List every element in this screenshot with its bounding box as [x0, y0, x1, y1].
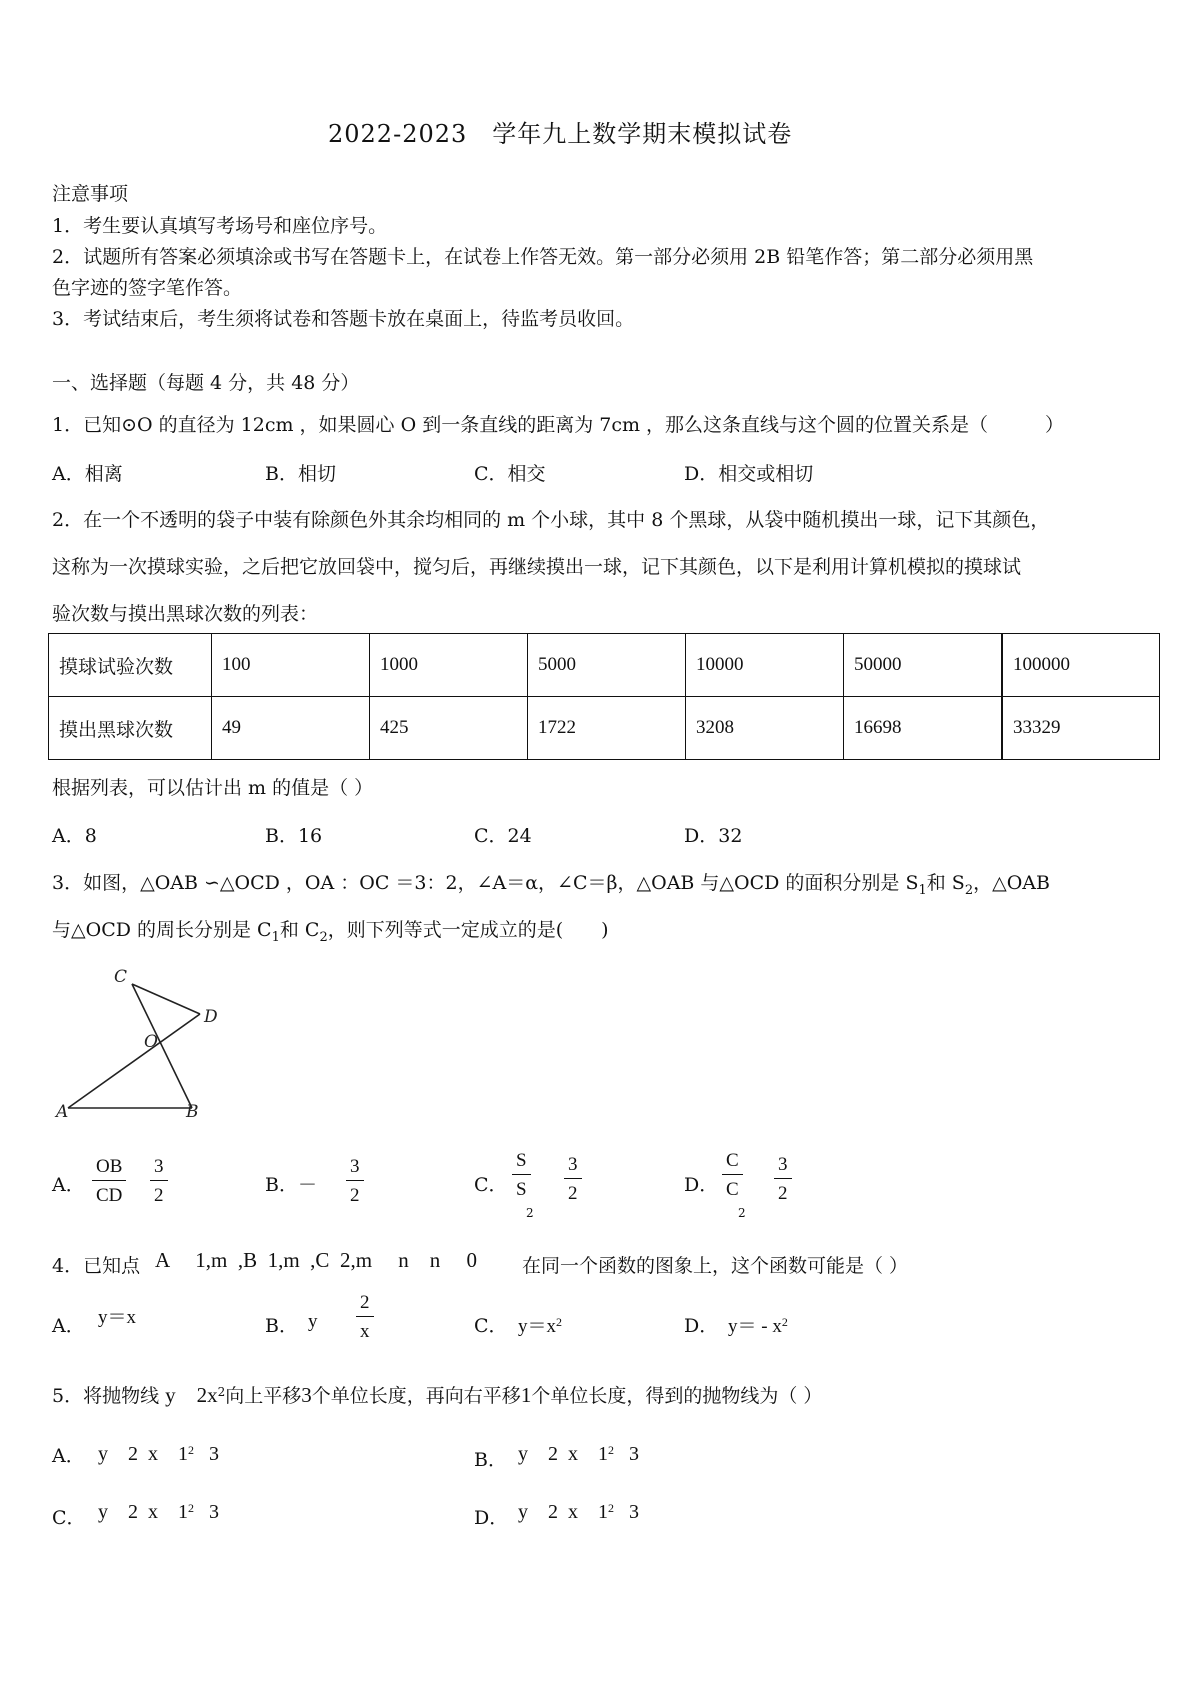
- subscript: 1: [271, 929, 280, 945]
- q3-text: 和 S: [926, 872, 965, 894]
- q3-stem-line1: [52, 871, 1050, 903]
- math-text: y 2 x 1: [518, 1443, 608, 1465]
- denominator: 2: [568, 1183, 578, 1204]
- numerator: 3: [150, 1156, 168, 1181]
- q4-stem-prefix: 4．已知点: [52, 1255, 141, 1277]
- denominator: 2: [350, 1185, 360, 1206]
- subscript: 2: [319, 929, 328, 945]
- q4-stem-suffix: 在同一个函数的图象上，这个函数可能是（ ）: [522, 1255, 909, 1277]
- q5-text: 向上平移: [225, 1385, 302, 1407]
- math-text: 3: [629, 1443, 639, 1465]
- label-c: C: [114, 967, 128, 987]
- q3-option-a-label: A．: [52, 1174, 85, 1196]
- q5-text: 5．将抛物线: [52, 1385, 160, 1407]
- q4-option-d-label: D．: [684, 1315, 719, 1337]
- q4-option-d-math: [728, 1310, 788, 1339]
- q1-option-d: D．相交或相切: [684, 463, 814, 485]
- q5-option-c-math: [98, 1496, 219, 1524]
- denominator: 2: [154, 1185, 164, 1206]
- q3-option-c-ratio: [564, 1154, 582, 1205]
- table-cell: 49: [212, 697, 370, 760]
- q2-stem-line2: 这称为一次摸球实验，之后把它放回袋中，搅匀后，再继续摸出一球，记下其颜色，以下是利用计算机模拟的摸球试: [52, 556, 1022, 578]
- q3-option-a-ratio: [150, 1156, 168, 1207]
- q4-option-c-label: C．: [474, 1315, 508, 1337]
- math-text: y＝ - x: [728, 1316, 782, 1337]
- subscript: 2: [738, 1206, 746, 1220]
- math-text: 3: [629, 1501, 639, 1523]
- q5-text: 个单位长度，再向右平移: [311, 1385, 521, 1407]
- subscript: 2: [526, 1206, 534, 1220]
- table-row: [49, 697, 1160, 760]
- table-cell: 10000: [686, 634, 844, 697]
- q4-option-c-math: [518, 1310, 562, 1339]
- denominator: S: [516, 1179, 527, 1200]
- superscript: 2: [556, 1315, 563, 1329]
- q1-stem: 1．已知⊙O 的直径为 12cm ，如果圆心 O 到一条直线的距离为 7cm ，那么这条直线与这个圆的位置关系是（ ）: [52, 414, 1065, 436]
- q2-question: 根据列表，可以估计出 m 的值是（ ）: [52, 777, 374, 799]
- table-cell: 425: [370, 697, 528, 760]
- table-cell: 100000: [1002, 634, 1160, 697]
- numerator: 3: [564, 1154, 582, 1179]
- q3-text: 与△OCD 的周长分别是 C: [52, 919, 272, 941]
- math-text: y 2 x 1: [518, 1501, 608, 1523]
- superscript: 2: [188, 1501, 194, 1515]
- q5-option-b-math: [518, 1438, 639, 1466]
- segment-cd: [132, 984, 200, 1014]
- q5-stem: [52, 1380, 822, 1408]
- q3-text: 3．如图，△OAB ∽△OCD ，OA ：OC ＝3：2，∠A＝α，∠C＝β，△OAB 与△OCD 的面积分别是 S: [52, 872, 919, 894]
- label-b: B: [186, 1102, 199, 1120]
- q3-text: ，△OAB: [973, 872, 1050, 894]
- numerator: C: [722, 1150, 743, 1175]
- q2-option-a: A．8: [52, 825, 97, 847]
- q4-stem-math: A 1,m ,B 1,m ,C 2,m n n 0: [155, 1248, 478, 1272]
- table-cell: 3208: [686, 697, 844, 760]
- q2-stem-line1: 2．在一个不透明的袋子中装有除颜色外其余均相同的 m 个小球，其中 8 个黑球，从袋中随机摸出一球，记下其颜色，: [52, 509, 1050, 531]
- q4-option-b-fraction: [356, 1292, 374, 1343]
- math-text: y＝x: [518, 1316, 557, 1337]
- q3-option-b-ratio: [346, 1156, 364, 1207]
- superscript: 2: [781, 1315, 788, 1329]
- q3-option-c-fraction: [512, 1150, 531, 1201]
- q5-option-a-label: A．: [52, 1445, 85, 1467]
- notice-item-2: 2．试题所有答案必须填涂或书写在答题卡上，在试卷上作答无效。第一部分必须用 2B 铅笔作答；第二部分必须用黑: [52, 246, 1034, 268]
- notice-item-1: 1．考生要认真填写考场号和座位序号。: [52, 215, 388, 237]
- q4-option-b-label: B．: [265, 1315, 298, 1337]
- numerator: OB: [92, 1156, 126, 1181]
- q4-option-a-math: y＝x: [98, 1307, 137, 1328]
- subscript: 1: [918, 882, 927, 898]
- q3-option-c-label: C．: [474, 1174, 508, 1196]
- q2-option-c: C．24: [474, 825, 532, 847]
- math-text: 3: [209, 1501, 219, 1523]
- q4-option-b-y: y: [308, 1311, 318, 1332]
- page-title: 2022-2023 学年九上数学期末模拟试卷: [328, 120, 793, 148]
- q2-data-table: [48, 633, 1160, 760]
- denominator: 2: [778, 1183, 788, 1204]
- numerator: S: [512, 1150, 531, 1175]
- q3-option-d-ratio: [774, 1154, 792, 1205]
- q3-option-d-fraction: [722, 1150, 743, 1201]
- q2-stem-line3: 验次数与摸出黑球次数的列表：: [52, 603, 319, 625]
- numerator: 2: [356, 1292, 374, 1317]
- math-text: y 2 x 1: [98, 1501, 188, 1523]
- denominator: C: [726, 1179, 739, 1200]
- math-text: 3: [209, 1443, 219, 1465]
- section-heading: 一、选择题（每题 4 分，共 48 分）: [52, 372, 360, 394]
- q5-option-b-label: B．: [474, 1449, 507, 1471]
- denominator: CD: [96, 1185, 123, 1206]
- table-cell: 50000: [844, 634, 1003, 697]
- q3-option-d-label: D．: [684, 1174, 719, 1196]
- table-header-cell: 摸出黑球次数: [49, 697, 212, 760]
- table-cell: 1000: [370, 634, 528, 697]
- q5-math: y 2x: [165, 1383, 218, 1407]
- segment-ad: [68, 1014, 200, 1108]
- notice-heading: 注意事项: [52, 183, 129, 205]
- label-a: A: [56, 1102, 69, 1120]
- subscript: 2: [964, 882, 974, 898]
- q1-option-b: B．相切: [265, 463, 336, 485]
- math-text: y 2 x 1: [98, 1443, 188, 1465]
- q1-option-c: C．相交: [474, 463, 546, 485]
- segment-cb: [132, 984, 192, 1108]
- q5-text: 个单位长度，得到的抛物线为（ ）: [531, 1385, 823, 1407]
- table-cell: 5000: [528, 634, 686, 697]
- superscript: 2: [608, 1501, 614, 1515]
- notice-item-3: 3．考试结束后，考生须将试卷和答题卡放在桌面上，待监考员收回。: [52, 308, 635, 330]
- superscript: 2: [608, 1443, 614, 1457]
- q5-option-c-label: C．: [52, 1507, 86, 1529]
- q5-number: 1: [520, 1383, 532, 1407]
- label-d: D: [204, 1007, 218, 1027]
- numerator: 3: [346, 1156, 364, 1181]
- superscript: 2: [217, 1385, 226, 1399]
- q3-text: 和 C: [279, 919, 320, 941]
- q3-text: ，则下列等式一定成立的是( ): [327, 919, 609, 941]
- superscript: 2: [188, 1443, 194, 1457]
- q2-option-d: D．32: [684, 825, 743, 847]
- table-cell: 1722: [528, 697, 686, 760]
- q4-option-a-label: A．: [52, 1315, 85, 1337]
- table-cell: 100: [212, 634, 370, 697]
- q5-number: 3: [301, 1383, 312, 1407]
- q5-option-d-label: D．: [474, 1507, 509, 1529]
- q3-stem-line2: [52, 918, 609, 950]
- q3-triangle-figure: [52, 960, 232, 1120]
- q2-option-b: B．16: [265, 825, 323, 847]
- q3-option-a-fraction: [92, 1156, 126, 1207]
- q5-option-d-math: [518, 1496, 639, 1524]
- numerator: 3: [774, 1154, 792, 1179]
- label-o: O: [144, 1032, 158, 1052]
- table-cell: 16698: [844, 697, 1003, 760]
- notice-item-2-cont: 色字迹的签字笔作答。: [52, 277, 243, 299]
- table-row: [49, 634, 1160, 697]
- q5-option-a-math: [98, 1438, 219, 1466]
- q3-option-b-label: B．－: [265, 1174, 317, 1196]
- denominator: x: [360, 1321, 370, 1342]
- table-header-cell: 摸球试验次数: [49, 634, 212, 697]
- table-cell: 33329: [1002, 697, 1160, 760]
- q1-option-a: A．相离: [52, 463, 123, 485]
